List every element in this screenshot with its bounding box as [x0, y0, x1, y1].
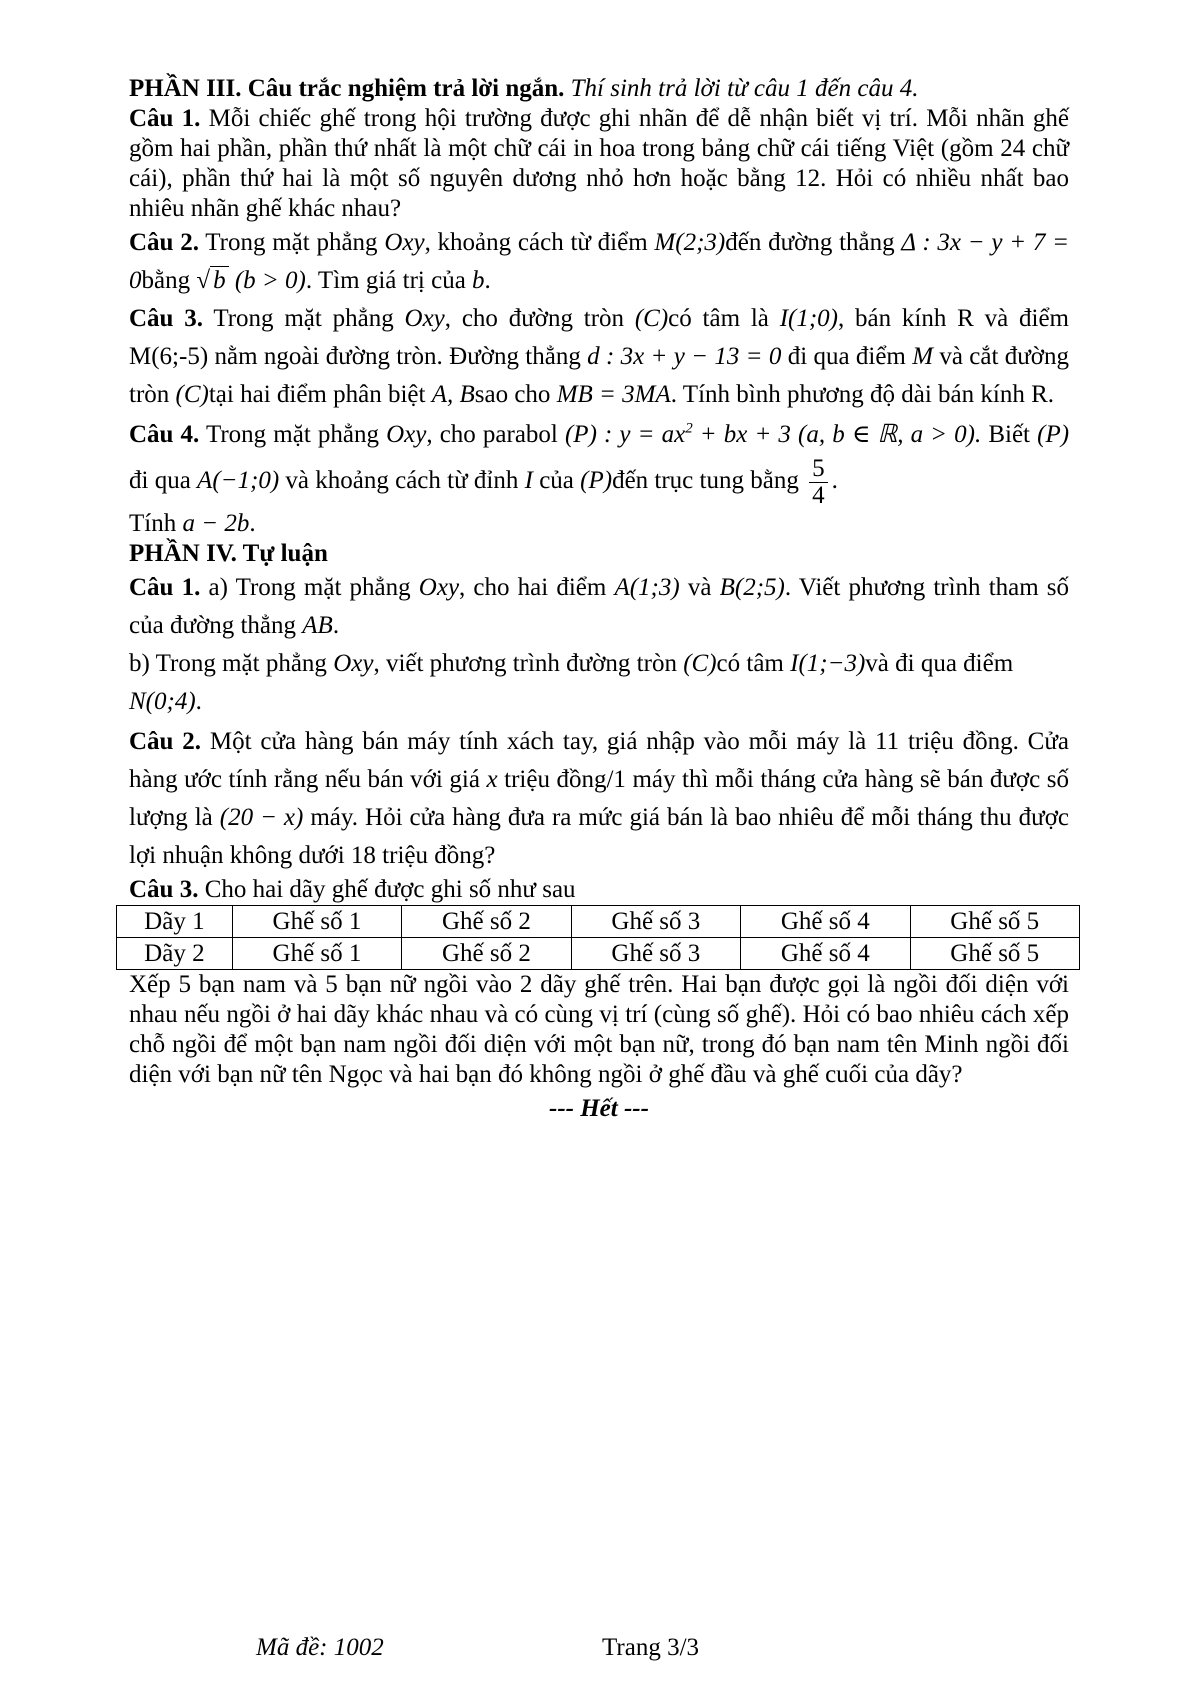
table-cell: Dãy 1	[117, 906, 233, 938]
question-label: Câu 2.	[129, 728, 202, 755]
question-label: Câu 2.	[129, 229, 199, 256]
math: Oxy	[333, 650, 374, 677]
table-row	[117, 906, 1080, 938]
math: I(1;−3)	[790, 650, 866, 677]
math: Oxy	[386, 421, 427, 448]
question-label: Câu 1.	[129, 574, 201, 601]
table-cell: Ghế số 4	[741, 906, 910, 938]
question-text: Mỗi chiếc ghế trong hội trường được ghi nhãn để dễ nhận biết vị trí. Mỗi nhãn ghế gồm hai phần, phần thứ nhất là một chữ cái in hoa trong bảng chữ cái tiếng Việt (gồm 24 chữ cái), phần thứ hai là một số nguyên dương nhỏ hơn hoặc bằng 12. Hỏi có nhiều nhất bao nhiêu nhãn ghế khác nhau?	[129, 105, 1069, 222]
text: . Tìm giá trị của	[305, 267, 466, 294]
math: A, B	[431, 381, 475, 408]
table-cell: Ghế số 5	[910, 938, 1080, 970]
exam-code: Mã đề: 1002	[256, 1634, 384, 1661]
text: có tâm là	[668, 305, 769, 332]
text: . Viết phương trình tham số của đường thẳng	[129, 574, 1070, 639]
fraction-numerator: 5	[809, 456, 828, 483]
math: a − 2b	[182, 510, 250, 537]
question-label: Câu 1.	[129, 105, 201, 132]
text: triệu đồng/1 máy thì mỗi tháng cửa hàng sẽ bán được số lượng là	[129, 766, 1070, 831]
math: (a, b ∈ ℝ, a > 0).	[798, 421, 982, 448]
exam-page	[129, 74, 1069, 1124]
part4-question-2	[129, 723, 1069, 875]
math: Oxy	[404, 305, 445, 332]
part3-question-3	[129, 300, 1069, 414]
seating-table	[116, 905, 1080, 970]
text: và cắt đường tròn	[129, 343, 1070, 408]
math: d : 3x + y − 13 = 0	[587, 343, 782, 370]
math: b	[472, 267, 485, 294]
part3-instruction: Thí sinh trả lời từ câu 1 đến câu 4.	[570, 75, 919, 102]
math: (20 − x)	[219, 804, 304, 831]
table-cell: Ghế số 5	[910, 906, 1080, 938]
text: Một cửa hàng bán máy tính xách tay, giá nhập vào mỗi máy là 11 triệu đồng. Cửa hàng ước tính rằng nếu bán với giá	[129, 728, 1069, 793]
math: (C)	[634, 305, 669, 332]
math: Oxy	[418, 574, 460, 601]
text: bằng	[141, 267, 191, 294]
text: đến đường thẳng	[725, 229, 895, 256]
math: (P)	[580, 467, 613, 495]
text: .	[332, 612, 340, 639]
text: và	[687, 574, 712, 601]
math: M(2;3)	[654, 229, 726, 256]
math: B(2;5)	[719, 574, 785, 601]
text: b) Trong mặt phẳng	[129, 650, 327, 677]
math: MB = 3MA	[556, 381, 671, 408]
text: .	[484, 267, 491, 294]
fraction-denominator: 4	[812, 482, 825, 509]
text: .	[831, 467, 838, 495]
question-label: Câu 4.	[129, 421, 200, 448]
table-cell: Ghế số 1	[232, 938, 401, 970]
text: Trong mặt phẳng	[205, 229, 378, 256]
question-label: Câu 3.	[129, 876, 199, 903]
text: có tâm	[716, 650, 784, 677]
math: x	[486, 766, 498, 793]
part3-question-1	[129, 104, 1069, 224]
end-marker: --- Hết ---	[549, 1095, 649, 1122]
text: sao cho	[474, 381, 551, 408]
part4-heading: PHẦN IV. Tự luận	[129, 540, 328, 567]
math: b	[210, 266, 229, 294]
math: (P)	[1037, 421, 1070, 448]
text: Cho hai dãy ghế được ghi số như sau	[204, 876, 576, 903]
text: của	[539, 467, 574, 495]
text: tại hai điểm phân biệt	[208, 381, 426, 408]
math: (b > 0)	[234, 267, 306, 294]
page-number: Trang 3/3	[602, 1634, 700, 1661]
table-row	[117, 938, 1080, 970]
text: máy. Hỏi cửa hàng đưa ra mức giá bán là bao nhiêu để mỗi tháng thu được lợi nhuận không dưới 18 triệu đồng?	[129, 804, 1070, 869]
text: , bán kính R và điểm M(6;-5) nằm ngoài đường tròn. Đường thẳng	[129, 305, 1069, 370]
exponent: 2	[685, 420, 693, 437]
math: I(1;0)	[779, 305, 838, 332]
part3-heading: PHẦN III. Câu trắc nghiệm trả lời ngắn.	[129, 75, 565, 102]
text: đi qua	[129, 467, 191, 495]
text: , viết phương trình đường tròn	[373, 650, 677, 677]
text: và đi qua điểm	[865, 650, 1014, 677]
text: đi qua điểm	[787, 343, 906, 370]
part3-question-2	[129, 224, 1069, 300]
page-footer	[0, 1634, 1190, 1664]
parabola-equation	[565, 421, 791, 448]
text: và khoảng cách từ đỉnh	[285, 467, 519, 495]
text: Tính	[129, 510, 177, 537]
text: . Tính bình phương độ dài bán kính R.	[670, 381, 1054, 408]
math: A(−1;0)	[197, 467, 280, 495]
math: A(1;3)	[614, 574, 680, 601]
text: Trong mặt phẳng	[213, 305, 394, 332]
text: , cho hai điểm	[459, 574, 607, 601]
math: I	[524, 467, 533, 495]
text: Trong mặt phẳng	[205, 421, 379, 448]
math: AB	[302, 612, 333, 639]
text: đến trục tung bằng	[612, 467, 799, 495]
part4-question-1a	[129, 569, 1069, 645]
math: M	[912, 343, 934, 370]
table-cell: Ghế số 3	[571, 938, 740, 970]
text: .	[249, 510, 256, 537]
text: a) Trong mặt phẳng	[208, 574, 411, 601]
question-label: Câu 3.	[129, 305, 203, 332]
math: (C)	[175, 381, 209, 408]
table-cell: Ghế số 1	[232, 906, 401, 938]
table-cell: Ghế số 3	[571, 906, 740, 938]
fraction	[809, 456, 828, 509]
part4-question-1b	[129, 645, 1069, 721]
part3-question-4	[129, 414, 1069, 509]
sqrt-expression: √ b	[196, 262, 228, 300]
math: (C)	[683, 650, 717, 677]
table-cell: Dãy 2	[117, 938, 233, 970]
math: (P) : y = ax	[564, 421, 686, 448]
part3-question-4-end	[129, 509, 1069, 539]
math: Oxy	[384, 229, 425, 256]
table-cell: Ghế số 4	[741, 938, 910, 970]
part3-heading-line	[129, 74, 1069, 104]
table-cell: Ghế số 2	[402, 906, 571, 938]
math: + bx + 3	[692, 421, 791, 448]
text: , cho parabol	[426, 421, 558, 448]
text: , khoảng cách từ điểm	[424, 229, 648, 256]
part4-question-3-intro	[129, 875, 1069, 905]
math: N(0;4)	[129, 688, 196, 715]
text: Biết	[988, 421, 1031, 448]
math: Δ : 3x − y + 7 = 0	[129, 229, 1069, 294]
part4-question-3-body: Xếp 5 bạn nam và 5 bạn nữ ngồi vào 2 dãy ghế trên. Hai bạn được gọi là ngồi đối diện với nhau nếu ngồi ở hai dãy khác nhau và có cùng vị trí (cùng số ghế). Hỏi có bao nhiêu cách xếp chỗ ngồi để một bạn nam ngồi đối diện với một bạn nữ, trong đó bạn nam tên Minh ngồi đối diện với bạn nữ tên Ngọc và hai bạn đó không ngồi ở ghế đầu và ghế cuối của dãy?	[129, 971, 1069, 1088]
text: .	[195, 688, 202, 715]
table-cell: Ghế số 2	[402, 938, 571, 970]
text: , cho đường tròn	[444, 305, 625, 332]
